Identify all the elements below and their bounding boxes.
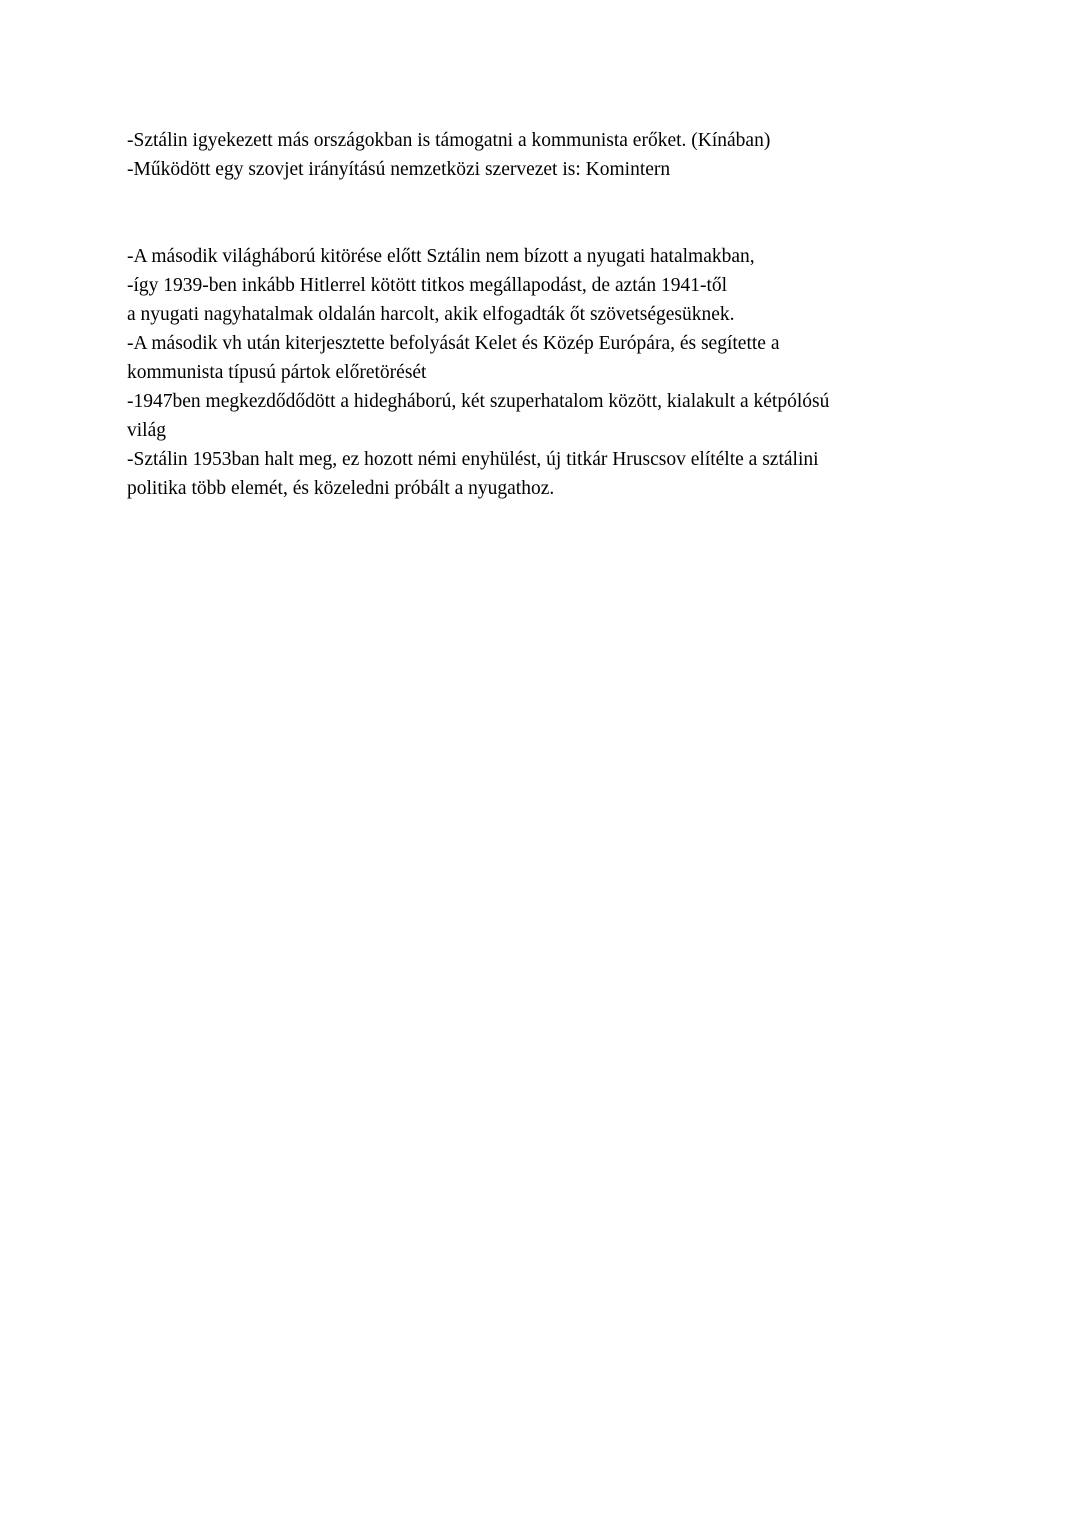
blank-line xyxy=(127,213,957,242)
document-text-block xyxy=(127,126,957,503)
text-line: -Sztálin 1953ban halt meg, ez hozott némi enyhülést, új titkár Hruscsov elítélte a sztálini xyxy=(127,449,819,470)
text-line: -Működött egy szovjet irányítású nemzetközi szervezet is: Komintern xyxy=(127,159,671,180)
blank-line xyxy=(127,184,957,213)
text-line: -A második vh után kiterjesztette befolyását Kelet és Közép Európára, és segítette a xyxy=(127,333,780,354)
text-line: -1947ben megkezdődődött a hidegháború, két szuperhatalom között, kialakult a kétpólósú xyxy=(127,391,830,412)
text-line: -A második világháború kitörése előtt Sztálin nem bízott a nyugati hatalmakban, xyxy=(127,246,755,267)
text-line: világ xyxy=(127,420,166,441)
text-line: politika több elemét, és közeledni próbált a nyugathoz. xyxy=(127,478,555,499)
text-line: -így 1939-ben inkább Hitlerrel kötött titkos megállapodást, de aztán 1941-től xyxy=(127,275,728,296)
text-line: a nyugati nagyhatalmak oldalán harcolt, akik elfogadták őt szövetségesüknek. xyxy=(127,304,735,325)
text-line: -Sztálin igyekezett más országokban is támogatni a kommunista erőket. (Kínában) xyxy=(127,130,771,151)
text-line: kommunista típusú pártok előretörését xyxy=(127,362,427,383)
